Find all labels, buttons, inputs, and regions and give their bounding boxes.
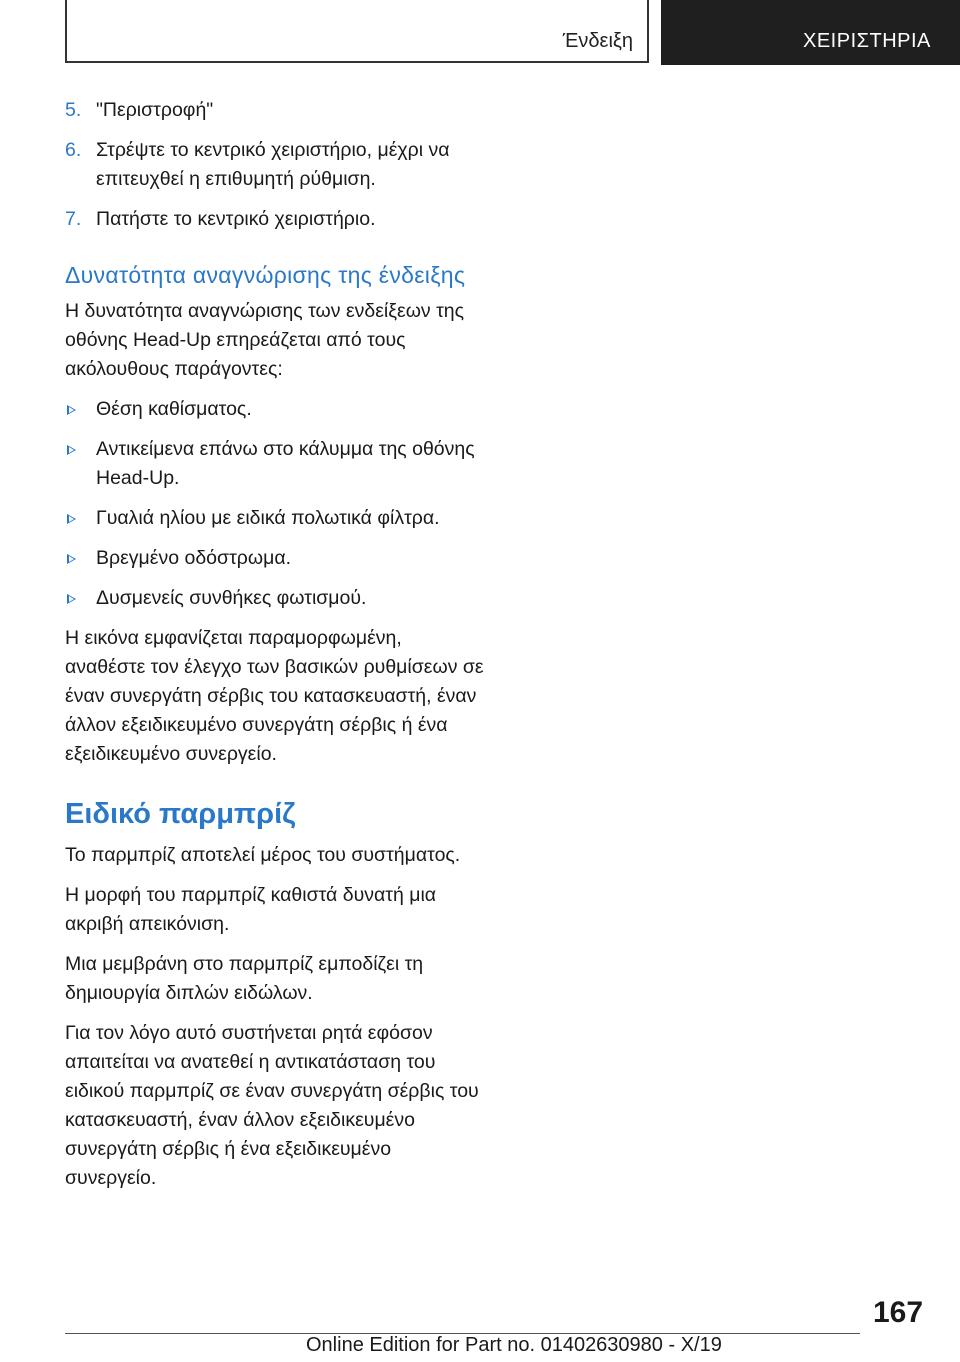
distortion-note-paragraph: Η εικόνα εμφανίζεται παραμορφωμένη, αναθέστε τον έλεγχο των βασικών ρυθμίσεων σε έναν συνεργάτη σέρβις του κατασκευαστή, έναν άλλον εξειδικευμένο συνεργάτη σέρβις ή ένα εξειδικευμένο συνεργείο. <box>65 627 484 765</box>
bullet-item <box>65 544 485 573</box>
section-heading-windscreen: Ειδικό παρμπρίζ <box>65 798 296 830</box>
page-content <box>65 96 485 1204</box>
windscreen-paragraph: Για τον λόγο αυτό συστήνεται ρητά εφόσον απαιτείται να ανατεθεί η αντικατάσταση του ειδικού παρμπρίζ σε έναν συνεργάτη σέρβις του κατασκευαστή, έναν άλλον εξειδικευμένο συνεργάτη σέρβις ή ένα εξειδικευμένο συνεργείο. <box>65 1022 479 1189</box>
triangle-bullet-icon <box>67 445 76 455</box>
section-intro-paragraph: Η δυνατότητα αναγνώρισης των ενδείξεων της οθόνης Head-Up επηρεάζεται από τους ακόλουθους παράγοντες: <box>65 300 465 380</box>
bullet-item <box>65 435 485 493</box>
page-number: 167 <box>873 1296 924 1329</box>
triangle-bullet-icon <box>67 514 76 524</box>
triangle-bullet-icon <box>67 554 76 564</box>
step-number: 7. <box>65 208 82 230</box>
step-text: "Περιστροφή" <box>96 99 214 121</box>
footer-edition-text: Online Edition for Part no. 01402630980 - X/19 <box>306 1334 722 1356</box>
bullet-text: Αντικείμενα επάνω στο κάλυμμα της οθόνης Head-Up. <box>96 438 475 489</box>
windscreen-paragraph: Μια μεμβράνη στο παρμπρίζ εμποδίζει τη δημιουργία διπλών ειδώλων. <box>65 953 424 1004</box>
step-text: Στρέψτε το κεντρικό χειριστήριο, μέχρι να επιτευχθεί η επιθυμητή ρύθμιση. <box>96 139 450 190</box>
triangle-bullet-icon <box>67 594 76 604</box>
bullet-text: Βρεγμένο οδόστρωμα. <box>96 547 292 569</box>
step-number: 5. <box>65 99 82 121</box>
step-item <box>65 205 485 234</box>
windscreen-paragraph: Το παρμπρίζ αποτελεί μέρος του συστήματος. <box>65 844 461 866</box>
bullet-text: Θέση καθίσματος. <box>96 398 252 420</box>
header-section-title: Ένδειξη <box>562 30 633 52</box>
bullet-item <box>65 584 485 613</box>
step-number: 6. <box>65 139 82 161</box>
bullet-text: Γυαλιά ηλίου με ειδικά πολωτικά φίλτρα. <box>96 507 440 529</box>
bullet-text: Δυσμενείς συνθήκες φωτισμού. <box>96 587 367 609</box>
header-chapter-tab <box>661 0 960 65</box>
header-section-box <box>65 0 649 63</box>
step-item <box>65 96 485 125</box>
bullet-item <box>65 504 485 533</box>
header-chapter-title: ΧΕΙΡΙΣΤΗΡΙΑ <box>803 30 931 52</box>
triangle-bullet-icon <box>67 405 76 415</box>
step-item <box>65 136 485 194</box>
windscreen-paragraph: Η μορφή του παρμπρίζ καθιστά δυνατή μια ακριβή απεικόνιση. <box>65 884 437 935</box>
section-heading-readability: Δυνατότητα αναγνώρισης της ένδειξης <box>65 262 466 288</box>
bullet-item <box>65 395 485 424</box>
step-text: Πατήστε το κεντρικό χειριστήριο. <box>96 208 376 230</box>
